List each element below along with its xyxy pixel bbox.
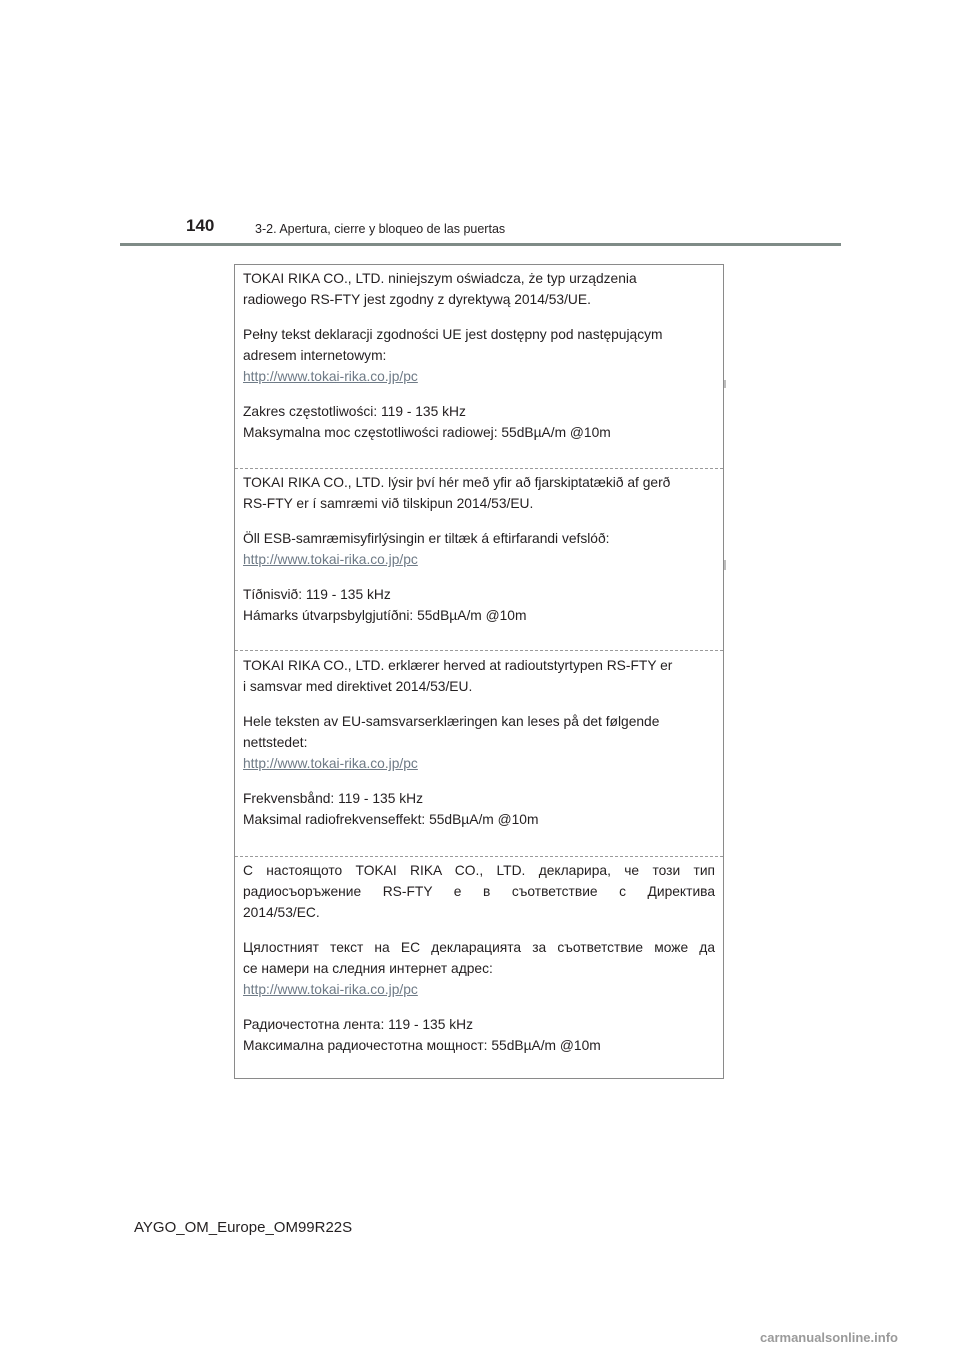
info-line: Pełny tekst deklaracji zgodności UE jest dostępny pod następującym (243, 327, 663, 342)
statement-line: TOKAI RIKA CO., LTD. niniejszym oświadcza, że typ urządzenia (243, 271, 637, 286)
max-power: Hámarks útvarpsbylgjutíðni: 55dBµA/m @10m (243, 608, 527, 623)
declaration-box (234, 264, 724, 1079)
box-edge-mark (724, 380, 726, 388)
info-line: nettstedet: (243, 735, 308, 750)
section-divider (235, 468, 723, 469)
info-line: Цялостният текст на ЕС декларацията за съответствие може да (243, 940, 715, 955)
max-power: Maksymalna moc częstotliwości radiowej: 55dBµA/m @10m (243, 425, 611, 440)
section-title: 3-2. Apertura, cierre y bloqueo de las puertas (255, 222, 506, 236)
frequency-range: Zakres częstotliwości: 119 - 135 kHz (243, 404, 466, 419)
statement-line: TOKAI RIKA CO., LTD. lýsir því hér með yfir að fjarskiptatækið af gerð (243, 475, 671, 490)
declaration-url-link[interactable]: http://www.tokai-rika.co.jp/pc (243, 982, 418, 997)
declaration-bulgarian (235, 860, 723, 1056)
info-line: Öll ESB-samræmisyfirlýsingin er tiltæk á eftirfarandi vefslóð: (243, 531, 610, 546)
statement-line: радиосъоръжение RS-FTY е в съответствие с Директива (243, 884, 715, 899)
declaration-url-link[interactable]: http://www.tokai-rika.co.jp/pc (243, 369, 418, 384)
box-edge-mark (724, 560, 726, 570)
watermark: carmanualsonline.info (760, 1330, 898, 1345)
frequency-range: Tíðnisvið: 119 - 135 kHz (243, 587, 391, 602)
max-power: Maksimal radiofrekvenseffekt: 55dBµA/m @10m (243, 812, 539, 827)
frequency-range: Frekvensbånd: 119 - 135 kHz (243, 791, 423, 806)
statement-line: 2014/53/ЕС. (243, 905, 320, 920)
max-power: Максимална радиочестотна мощност: 55dBµA/m @10m (243, 1038, 601, 1053)
info-line: Hele teksten av EU-samsvarserklæringen kan leses på det følgende (243, 714, 660, 729)
info-line: adresem internetowym: (243, 348, 387, 363)
declaration-polish (235, 268, 723, 443)
frequency-range: Радиочестотна лента: 119 - 135 kHz (243, 1017, 473, 1032)
statement-line: radiowego RS-FTY jest zgodny z dyrektywą 2014/53/UE. (243, 292, 591, 307)
page-number: 140 (186, 216, 215, 235)
declaration-norwegian (235, 655, 723, 830)
statement-line: С настоящото TOKAI RIKA CO., LTD. декларира, че този тип (243, 863, 715, 878)
document-code: AYGO_OM_Europe_OM99R22S (134, 1219, 353, 1236)
header-rule (120, 243, 841, 246)
section-divider (235, 856, 723, 857)
section-divider (235, 650, 723, 651)
declaration-url-link[interactable]: http://www.tokai-rika.co.jp/pc (243, 756, 418, 771)
statement-line: TOKAI RIKA CO., LTD. erklærer herved at radioutstyrtypen RS-FTY er (243, 658, 673, 673)
declaration-icelandic (235, 472, 723, 626)
statement-line: i samsvar med direktivet 2014/53/EU. (243, 679, 473, 694)
statement-line: RS-FTY er í samræmi við tilskipun 2014/53/EU. (243, 496, 534, 511)
info-line: се намери на следния интернет адрес: (243, 961, 493, 976)
declaration-url-link[interactable]: http://www.tokai-rika.co.jp/pc (243, 552, 418, 567)
